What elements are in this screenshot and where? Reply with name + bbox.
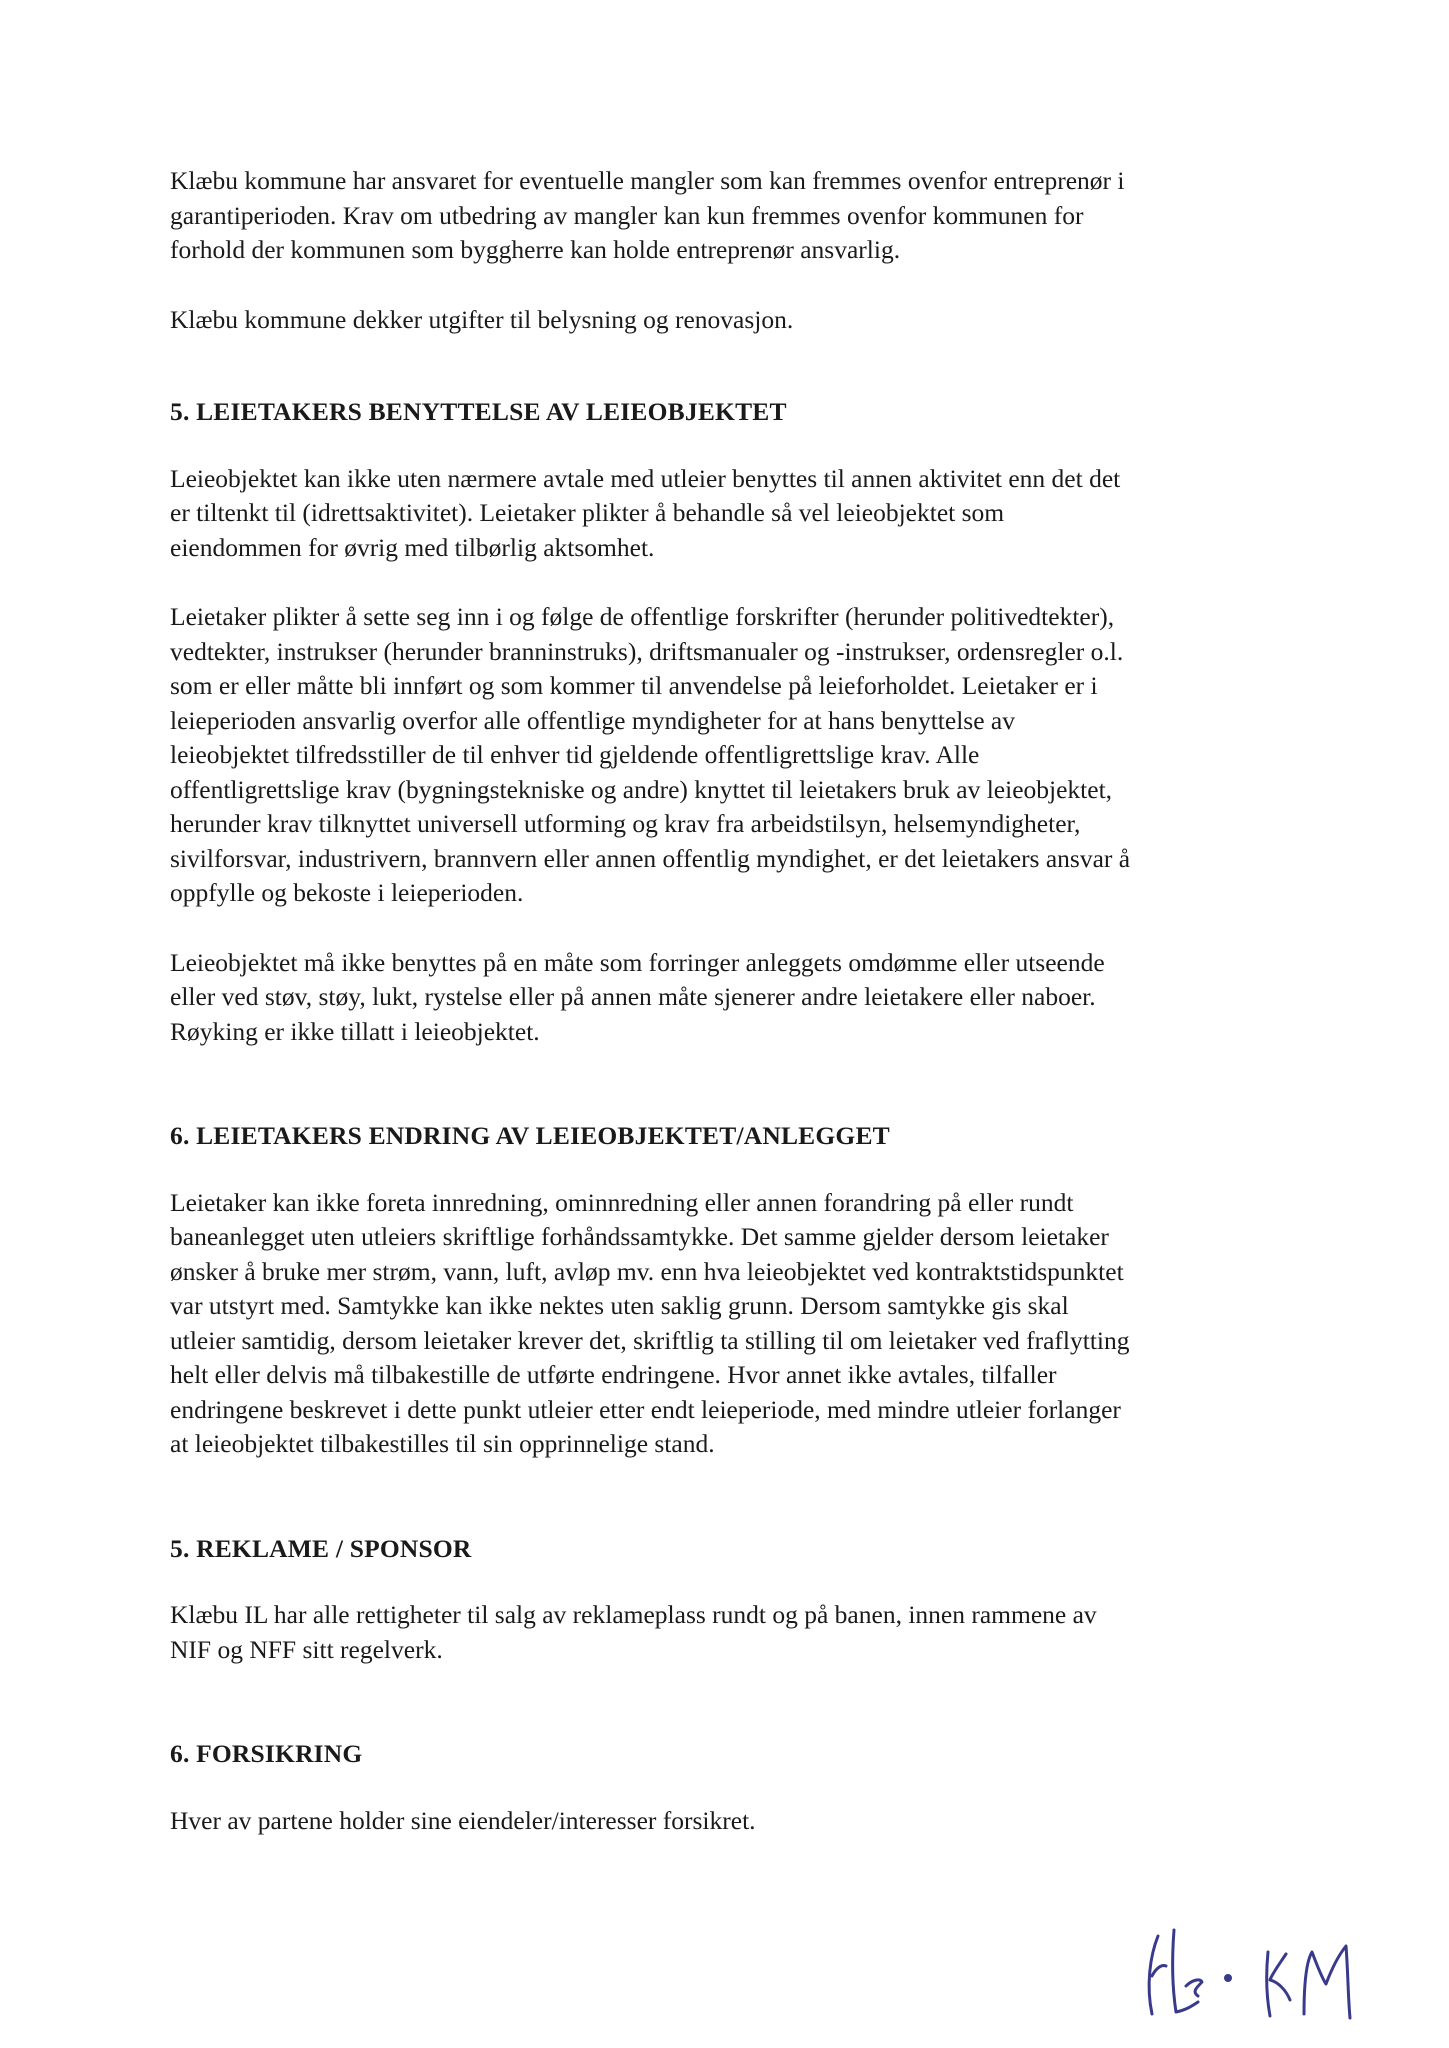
text-line: offentligrettslige krav (bygningstekniske og andre) knyttet til leietakers bruk av leieobjektet, — [170, 774, 1113, 804]
benyttelse-paragraph-3 — [170, 946, 1300, 1050]
section-heading-endring: 6. LEIETAKERS ENDRING AV LEIEOBJEKTET/ANLEGGET — [170, 1121, 890, 1150]
benyttelse-paragraph-2 — [170, 600, 1300, 911]
text-line: leieperioden ansvarlig overfor alle offentlige myndigheter for at hans benyttelse av — [170, 705, 1015, 735]
text-line: leieobjektet tilfredsstiller de til enhver tid gjeldende offentligrettslige krav. Alle — [170, 740, 980, 769]
text-line: var utstyrt med. Samtykke kan ikke nektes uten saklig grunn. Dersom samtykke gis skal — [170, 1291, 1069, 1320]
section-heading-forsikring: 6. FORSIKRING — [170, 1739, 363, 1768]
text-line: helt eller delvis må tilbakestille de utførte endringene. Hvor annet ikke avtales, tilfaller — [170, 1360, 1057, 1389]
reklame-paragraph-1 — [170, 1598, 1300, 1667]
text-line: eller ved støv, støy, lukt, rystelse eller på annen måte sjenerer andre leietakere eller naboer. — [170, 982, 1096, 1011]
benyttelse-paragraph-1 — [170, 462, 1300, 566]
text-line: sivilforsvar, industrivern, brannvern eller annen offentlig myndighet, er det leietakers ansvar å — [170, 843, 1131, 873]
text-line: at leieobjektet tilbakestilles til sin opprinnelige stand. — [170, 1429, 715, 1458]
text-line: eiendommen for øvrig med tilbørlig aktsomhet. — [170, 532, 655, 562]
text-line: Klæbu kommune har ansvaret for eventuelle mangler som kan fremmes ovenfor entreprenør i — [170, 166, 1125, 195]
text-line: utleier samtidig, dersom leietaker krever det, skriftlig ta stilling til om leietaker ved fraflytting — [170, 1325, 1130, 1355]
text-line: garantiperioden. Krav om utbedring av mangler kan kun fremmes ovenfor kommunen for — [170, 200, 1084, 230]
text-line: endringene beskrevet i dette punkt utleier etter endt leieperiode, med mindre utleier forlanger — [170, 1394, 1121, 1424]
text-line: Leieobjektet kan ikke uten nærmere avtale med utleier benyttes til annen aktivitet enn det det — [170, 463, 1121, 493]
text-line: forhold der kommunen som byggherre kan holde entreprenør ansvarlig. — [170, 235, 901, 264]
text-line: ønsker å bruke mer strøm, vann, luft, avløp mv. enn hva leieobjektet ved kontraktstidspunktet — [170, 1256, 1124, 1286]
text-line: Klæbu IL har alle rettigheter til salg av reklameplass rundt og på banen, innen rammene av — [170, 1600, 1097, 1629]
text-line: vedtekter, instrukser (herunder branninstruks), driftsmanualer og -instrukser, ordensregler o.l. — [170, 636, 1124, 666]
text-line: Klæbu kommune dekker utgifter til belysning og renovasjon. — [170, 304, 794, 334]
text-line: er tiltenkt til (idrettsaktivitet). Leietaker plikter å behandle så vel leieobjektet som — [170, 498, 1005, 527]
signature-initials — [1136, 1916, 1376, 2026]
intro-paragraph — [170, 164, 1300, 268]
text-line: Hver av partene holder sine eiendeler/interesser forsikret. — [170, 1805, 756, 1835]
text-line: Leietaker kan ikke foreta innredning, ominnredning eller annen forandring på eller rundt — [170, 1187, 1074, 1217]
document-body — [170, 164, 1300, 1838]
text-line: oppfylle og bekoste i leieperioden. — [170, 878, 524, 907]
text-line: Leietaker plikter å sette seg inn i og følge de offentlige forskrifter (herunder politivedtekter), — [170, 602, 1115, 631]
text-line: NIF og NFF sitt regelverk. — [170, 1634, 443, 1664]
section-heading-reklame: 5. REKLAME / SPONSOR — [170, 1533, 472, 1563]
text-line: herunder krav tilknyttet universell utforming og krav fra arbeidstilsyn, helsemyndigheter, — [170, 809, 1081, 838]
endring-paragraph-1 — [170, 1186, 1300, 1462]
text-line: Røyking er ikke tillatt i leieobjektet. — [170, 1016, 540, 1046]
section-heading-benyttelse: 5. LEIETAKERS BENYTTELSE AV LEIEOBJEKTET — [170, 397, 787, 426]
text-line: som er eller måtte bli innført og som kommer til anvendelse på leieforholdet. Leietaker er i — [170, 671, 1098, 700]
text-line: Leieobjektet må ikke benyttes på en måte som forringer anleggets omdømme eller utseende — [170, 947, 1105, 977]
text-line: baneanlegget uten utleiers skriftlige forhåndssamtykke. Det samme gjelder dersom leietaker — [170, 1222, 1109, 1251]
intro-paragraph-2 — [170, 303, 1300, 338]
forsikring-paragraph-1 — [170, 1804, 1300, 1839]
